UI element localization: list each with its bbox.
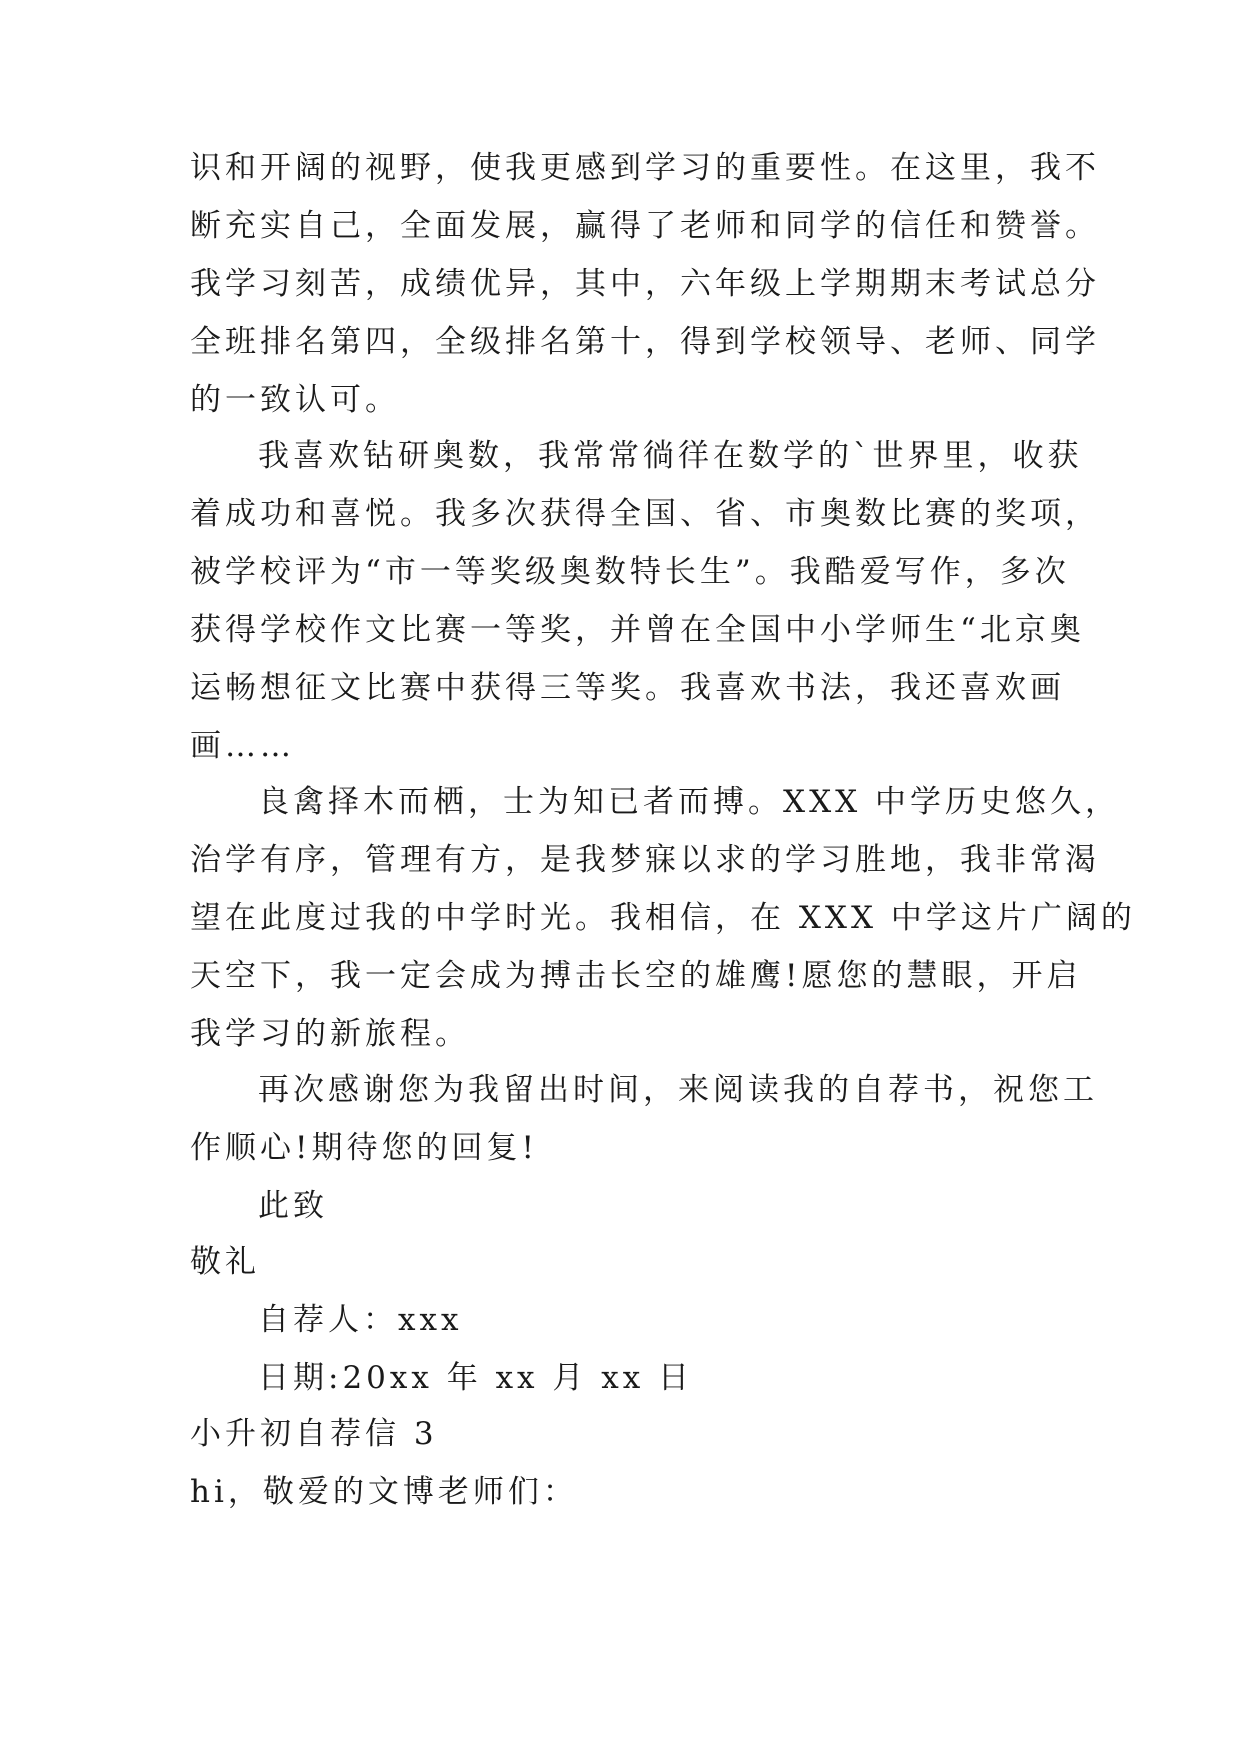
paragraph-line: 着成功和喜悦。我多次获得全国、省、市奥数比赛的奖项， (190, 496, 1100, 532)
paragraph-line: 望在此度过我的中学时光。我相信，在 XXX 中学这片广阔的 (190, 900, 1136, 936)
section-title: 小升初自荐信 3 (190, 1416, 438, 1452)
greeting-line: hi，敬爱的文博老师们： (190, 1474, 578, 1510)
paragraph-line: 治学有序，管理有方，是我梦寐以求的学习胜地，我非常渴 (190, 842, 1100, 878)
date-line: 日期:20xx 年 xx 月 xx 日 (258, 1360, 694, 1396)
paragraph-line: 断充实自己，全面发展，赢得了老师和同学的信任和赞誉。 (190, 208, 1100, 244)
paragraph-line: 运畅想征文比赛中获得三等奖。我喜欢书法，我还喜欢画 (190, 670, 1065, 706)
paragraph-line: 我学习的新旅程。 (190, 1016, 470, 1052)
paragraph-line: 再次感谢您为我留出时间，来阅读我的自荐书，祝您工 (258, 1072, 1098, 1108)
paragraph-line: 良禽择木而栖，士为知已者而搏。XXX 中学历史悠久， (258, 784, 1121, 820)
paragraph-line: 我学习刻苦，成绩优异，其中，六年级上学期期末考试总分 (190, 266, 1100, 302)
paragraph-line: 的一致认可。 (190, 382, 400, 418)
paragraph-line: 获得学校作文比赛一等奖，并曾在全国中小学师生“北京奥 (190, 612, 1085, 648)
paragraph-line: 作顺心!期待您的回复! (190, 1130, 538, 1166)
paragraph-line: 识和开阔的视野，使我更感到学习的重要性。在这里，我不 (190, 150, 1100, 186)
closing-regards: 敬礼 (190, 1244, 260, 1280)
paragraph-line: 全班排名第四，全级排名第十，得到学校领导、老师、同学 (190, 324, 1100, 360)
signature-line: 自荐人：xxx (258, 1302, 463, 1338)
paragraph-line: 被学校评为“市一等奖级奥数特长生”。我酷爱写作，多次 (190, 554, 1070, 590)
paragraph-line: 天空下，我一定会成为搏击长空的雄鹰!愿您的慧眼，开启 (190, 958, 1082, 994)
closing-salutation: 此致 (258, 1188, 328, 1224)
paragraph-line: 我喜欢钻研奥数，我常常徜徉在数学的`世界里，收获 (258, 438, 1083, 474)
paragraph-line: 画…… (190, 728, 295, 764)
